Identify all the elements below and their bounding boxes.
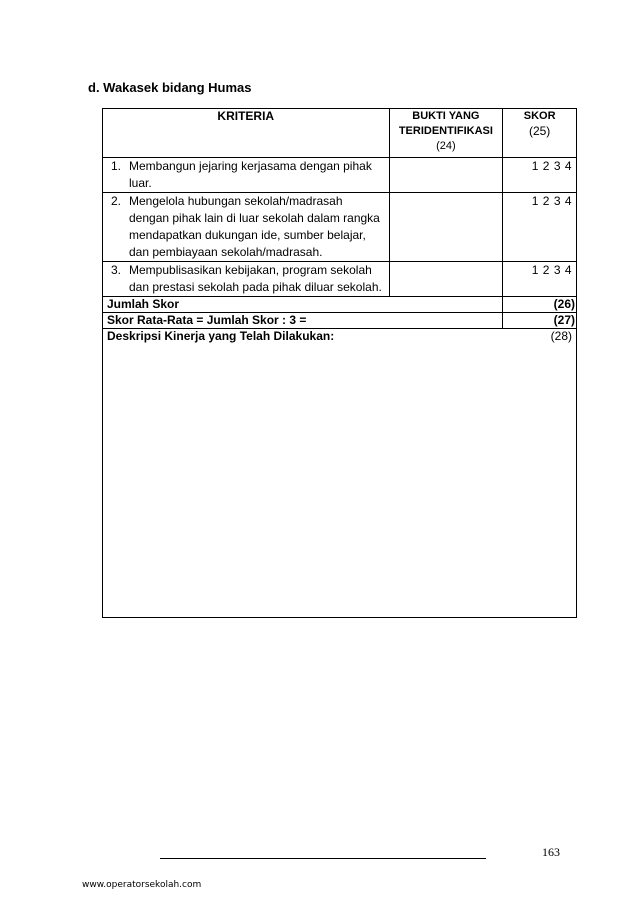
rata-rata-row (103, 313, 577, 329)
item-number: 3. (111, 263, 122, 277)
table-row (103, 193, 577, 262)
header-bukti-code: (24) (436, 140, 456, 152)
item-text-line: Membangun jejaring kerjasama dengan pihak (129, 159, 372, 173)
item-text-line: mendapatkan dukungan ide, sumber belajar, (129, 228, 366, 242)
item-text (129, 158, 385, 192)
bukti-cell[interactable] (389, 193, 503, 262)
item-number: 2. (111, 194, 122, 208)
bukti-cell[interactable] (389, 262, 503, 297)
item-text (129, 262, 385, 296)
table-row (103, 158, 577, 193)
header-bukti (389, 109, 503, 158)
kriteria-cell (103, 193, 390, 262)
header-skor-code: (25) (528, 124, 551, 138)
deskripsi-label: Deskripsi Kinerja yang Telah Dilakukan: (107, 329, 335, 343)
skor-options[interactable]: 1 2 3 4 (503, 193, 577, 262)
header-skor-label: SKOR (523, 110, 556, 122)
jumlah-skor-label: Jumlah Skor (103, 297, 503, 313)
item-text-line: Mempublisasikan kebijakan, program sekolah (129, 263, 372, 277)
item-text-line: dengan pihak lain di luar sekolah dalam rangka (129, 211, 380, 225)
jumlah-skor-row (103, 297, 577, 313)
header-row (103, 109, 577, 158)
header-bukti-line1: BUKTI YANG (412, 110, 480, 122)
footer-divider (160, 858, 486, 859)
section-title: d. Wakasek bidang Humas (88, 80, 252, 95)
item-text (129, 193, 385, 261)
deskripsi-row (103, 329, 577, 618)
item-text-line: dan pembiayaan sekolah/madrasah. (129, 245, 323, 259)
deskripsi-code: (28) (550, 329, 572, 343)
skor-options[interactable]: 1 2 3 4 (503, 262, 577, 297)
item-text-line: luar. (129, 176, 152, 190)
skor-options[interactable]: 1 2 3 4 (503, 158, 577, 193)
kriteria-cell (103, 158, 390, 193)
website-url: www.operatorsekolah.com (82, 880, 202, 890)
item-number: 1. (111, 159, 122, 173)
table-row (103, 262, 577, 297)
page-number: 163 (542, 845, 560, 859)
jumlah-skor-code[interactable]: (26) (503, 297, 577, 313)
deskripsi-cell[interactable] (103, 329, 577, 618)
item-text-line: dan prestasi sekolah pada pihak diluar sekolah. (129, 280, 382, 294)
header-skor (503, 109, 577, 158)
header-bukti-line2: TERIDENTIFIKASI (398, 125, 493, 137)
rata-rata-label: Skor Rata-Rata = Jumlah Skor : 3 = (103, 313, 503, 329)
kriteria-cell (103, 262, 390, 297)
criteria-table (102, 108, 577, 618)
rata-rata-code[interactable]: (27) (503, 313, 577, 329)
bukti-cell[interactable] (389, 158, 503, 193)
item-text-line: Mengelola hubungan sekolah/madrasah (129, 194, 343, 208)
header-kriteria: KRITERIA (103, 109, 390, 158)
